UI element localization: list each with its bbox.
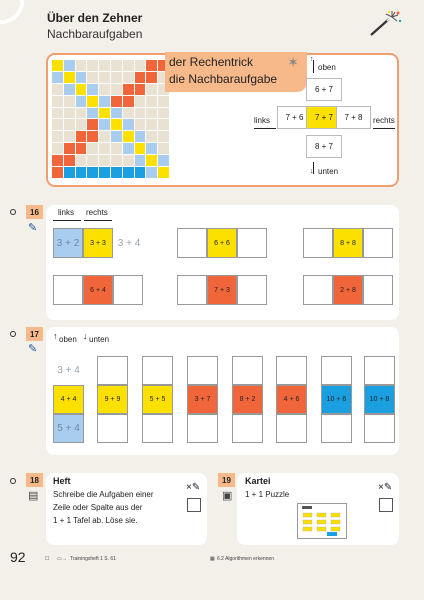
table-cell	[76, 60, 87, 71]
checkbox-icon: ☐	[45, 556, 50, 562]
table-cell	[87, 131, 98, 142]
example-center-cell: 4 + 4	[53, 385, 84, 414]
left-arrow-icon	[53, 220, 81, 221]
table-cell	[146, 72, 157, 83]
label-oben: oben	[318, 63, 336, 72]
table-cell	[52, 84, 63, 95]
answer-cell[interactable]	[142, 356, 173, 385]
table-cell	[135, 131, 146, 142]
table-cell	[135, 72, 146, 83]
table-cell	[111, 143, 122, 154]
table-cell	[135, 96, 146, 107]
table-cell	[99, 96, 110, 107]
task-marker-dot	[10, 478, 16, 484]
answer-cell[interactable]	[232, 414, 263, 443]
table-cell	[76, 72, 87, 83]
task16-dir-left: links	[58, 208, 75, 217]
example-left-cell: 3 + 2	[53, 228, 83, 258]
task17-item-cell: 9 + 9	[97, 385, 128, 414]
task18-heading: Heft	[53, 476, 71, 486]
up-arrow-icon: ↑	[53, 331, 58, 341]
task-marker-dot	[10, 331, 16, 337]
sparkle-icon: ✶	[287, 54, 299, 70]
cross-center-cell: 7 + 7	[306, 106, 342, 129]
task18-text	[53, 488, 154, 527]
table-cell	[135, 119, 146, 130]
table-cell	[111, 167, 122, 178]
table-cell	[123, 60, 134, 71]
task19-text: 1 + 1 Puzzle	[245, 490, 290, 499]
table-cell	[87, 155, 98, 166]
table-cell	[146, 108, 157, 119]
table-cell	[99, 143, 110, 154]
table-cell	[64, 60, 75, 71]
table-cell	[64, 84, 75, 95]
answer-cell[interactable]	[187, 414, 218, 443]
table-cell	[158, 143, 169, 154]
puzzle-card-thumbnail	[297, 503, 347, 539]
task-19-badge: 19	[218, 473, 235, 487]
answer-cell[interactable]	[97, 414, 128, 443]
task-marker-dot	[10, 209, 16, 215]
example-top-cell: 3 + 4	[57, 365, 80, 376]
label-rechts: rechts	[373, 116, 395, 125]
table-cell	[111, 119, 122, 130]
magic-wand-icon	[365, 9, 405, 39]
table-cell	[52, 60, 63, 71]
example-right-cell: 3 + 4	[117, 237, 141, 249]
table-cell	[52, 119, 63, 130]
table-cell	[76, 119, 87, 130]
pencil-icon: ✎	[28, 222, 38, 234]
table-cell	[135, 60, 146, 71]
table-cell	[146, 143, 157, 154]
trick-banner-line2: die Nachbaraufgabe	[169, 72, 278, 86]
cross-right-cell: 7 + 8	[336, 106, 371, 129]
answer-cell[interactable]	[142, 414, 173, 443]
table-cell	[111, 96, 122, 107]
label-unten: unten	[318, 167, 339, 176]
table-cell	[123, 108, 134, 119]
label-links: links	[254, 116, 271, 125]
right-arrow-icon	[84, 220, 112, 221]
up-arrowhead-icon: ↑	[310, 56, 314, 63]
answer-cell[interactable]	[363, 275, 393, 305]
answer-cell[interactable]	[276, 356, 307, 385]
table-cell	[52, 167, 63, 178]
one-plus-one-table	[52, 60, 169, 178]
training-reference: Trainingsheft 1 S. 61	[70, 556, 116, 562]
competence-reference: 6.2 Algorithmen erkennen	[217, 556, 274, 562]
table-cell	[111, 108, 122, 119]
competence-icon: ▦	[210, 556, 215, 562]
task-18-badge: 18	[26, 473, 43, 487]
table-cell	[111, 72, 122, 83]
cross-bottom-cell: 8 + 7	[306, 135, 342, 158]
page-subtitle: Nachbaraufgaben	[47, 27, 143, 41]
table-cell	[111, 84, 122, 95]
table-cell	[111, 60, 122, 71]
task17-item-cell: 10 + 6	[321, 385, 352, 414]
notebook-icon: ▤	[28, 490, 39, 502]
table-cell	[111, 155, 122, 166]
table-cell	[135, 143, 146, 154]
table-cell	[99, 108, 110, 119]
task16-dir-right: rechts	[86, 208, 108, 217]
answer-cell[interactable]	[303, 228, 333, 258]
example-bottom-cell: 5 + 4	[53, 414, 84, 443]
table-cell	[135, 155, 146, 166]
table-cell	[146, 131, 157, 142]
table-cell	[64, 72, 75, 83]
table-cell	[76, 143, 87, 154]
task-17-badge: 17	[26, 327, 43, 341]
task17-item-cell: 3 + 7	[187, 385, 218, 414]
completion-checkbox[interactable]	[379, 498, 393, 512]
table-cell	[146, 119, 157, 130]
table-cell	[99, 155, 110, 166]
task17-item-cell: 8 + 2	[232, 385, 263, 414]
table-cell	[76, 131, 87, 142]
table-cell	[87, 60, 98, 71]
decorative-arc	[0, 0, 24, 24]
table-cell	[64, 155, 75, 166]
table-cell	[52, 131, 63, 142]
table-cell	[64, 167, 75, 178]
task16-item-cell: 2 + 8	[333, 275, 363, 305]
answer-cell[interactable]	[187, 356, 218, 385]
table-cell	[64, 131, 75, 142]
page-title: Über den Zehner	[47, 11, 143, 25]
table-cell	[76, 155, 87, 166]
table-cell	[146, 155, 157, 166]
task-16-badge: 16	[26, 205, 43, 219]
answer-cell[interactable]	[321, 356, 352, 385]
table-cell	[123, 84, 134, 95]
table-cell	[123, 131, 134, 142]
table-cell	[99, 60, 110, 71]
table-cell	[64, 96, 75, 107]
table-cell	[123, 119, 134, 130]
table-cell	[87, 167, 98, 178]
table-cell	[135, 84, 146, 95]
page-number: 92	[10, 549, 26, 565]
table-cell	[99, 167, 110, 178]
table-cell	[158, 155, 169, 166]
table-cell	[158, 108, 169, 119]
task17-dir-up: oben	[59, 335, 77, 344]
table-cell	[64, 108, 75, 119]
table-cell	[87, 108, 98, 119]
left-arrow-icon	[254, 128, 276, 129]
answer-cell[interactable]	[364, 356, 395, 385]
trick-banner	[165, 52, 307, 92]
table-cell	[76, 108, 87, 119]
times-pencil-icon: ×✎	[378, 482, 393, 493]
down-arrowhead-icon: ↓	[310, 168, 314, 175]
answer-cell[interactable]	[53, 275, 83, 305]
table-cell	[52, 108, 63, 119]
answer-cell[interactable]	[237, 228, 267, 258]
task16-item-cell: 6 + 6	[207, 228, 237, 258]
table-cell	[64, 143, 75, 154]
answer-cell[interactable]	[321, 414, 352, 443]
workbook-icon: ▭→	[57, 556, 67, 562]
table-cell	[146, 84, 157, 95]
table-cell	[158, 96, 169, 107]
table-cell	[52, 96, 63, 107]
task17-dir-down: unten	[89, 335, 110, 344]
task19-heading: Kartei	[245, 476, 271, 486]
example-center-cell: 3 + 3	[83, 228, 113, 258]
table-cell	[52, 155, 63, 166]
table-cell	[158, 167, 169, 178]
table-cell	[123, 143, 134, 154]
answer-cell[interactable]	[276, 414, 307, 443]
task18-text-line: 1 + 1 Tafel ab. Löse sie.	[53, 516, 138, 525]
times-pencil-icon: ×✎	[186, 482, 201, 493]
task17-item-cell: 10 + 8	[364, 385, 395, 414]
task17-item-cell: 5 + 5	[142, 385, 173, 414]
table-cell	[146, 167, 157, 178]
table-cell	[76, 167, 87, 178]
answer-cell[interactable]	[303, 275, 333, 305]
table-cell	[87, 96, 98, 107]
table-cell	[52, 143, 63, 154]
table-cell	[99, 131, 110, 142]
task16-item-cell: 7 + 3	[207, 275, 237, 305]
table-cell	[99, 72, 110, 83]
table-cell	[123, 72, 134, 83]
answer-cell[interactable]	[177, 275, 207, 305]
table-cell	[87, 84, 98, 95]
trick-banner-line1: der Rechentrick	[169, 55, 254, 69]
task16-item-cell: 8 + 8	[333, 228, 363, 258]
answer-cell[interactable]	[97, 356, 128, 385]
answer-cell[interactable]	[363, 228, 393, 258]
completion-checkbox[interactable]	[187, 498, 201, 512]
table-cell	[52, 72, 63, 83]
answer-cell[interactable]	[364, 414, 395, 443]
task16-item-cell: 6 + 4	[83, 275, 113, 305]
pencil-icon: ✎	[28, 343, 38, 355]
table-cell	[99, 119, 110, 130]
table-cell	[135, 108, 146, 119]
table-cell	[146, 96, 157, 107]
table-cell	[87, 72, 98, 83]
table-cell	[64, 119, 75, 130]
task17-item-cell: 4 + 6	[276, 385, 307, 414]
answer-cell[interactable]	[177, 228, 207, 258]
down-arrow-icon: ↓	[83, 331, 88, 341]
task18-text-line: Schreibe die Aufgaben einer	[53, 490, 154, 499]
cross-top-cell: 6 + 7	[306, 78, 342, 101]
card-box-icon: ▣	[222, 490, 233, 502]
table-cell	[111, 131, 122, 142]
table-cell	[76, 96, 87, 107]
right-arrow-icon	[373, 128, 395, 129]
table-cell	[158, 131, 169, 142]
table-cell	[123, 155, 134, 166]
table-cell	[123, 167, 134, 178]
task18-text-line: Zeile oder Spalte aus der	[53, 503, 143, 512]
table-cell	[76, 84, 87, 95]
table-cell	[87, 143, 98, 154]
answer-cell[interactable]	[237, 275, 267, 305]
table-cell	[99, 84, 110, 95]
table-cell	[123, 96, 134, 107]
table-cell	[146, 60, 157, 71]
answer-cell[interactable]	[113, 275, 143, 305]
table-cell	[135, 167, 146, 178]
table-cell	[87, 119, 98, 130]
cross-left-cell: 7 + 6	[277, 106, 312, 129]
table-cell	[158, 119, 169, 130]
answer-cell[interactable]	[232, 356, 263, 385]
